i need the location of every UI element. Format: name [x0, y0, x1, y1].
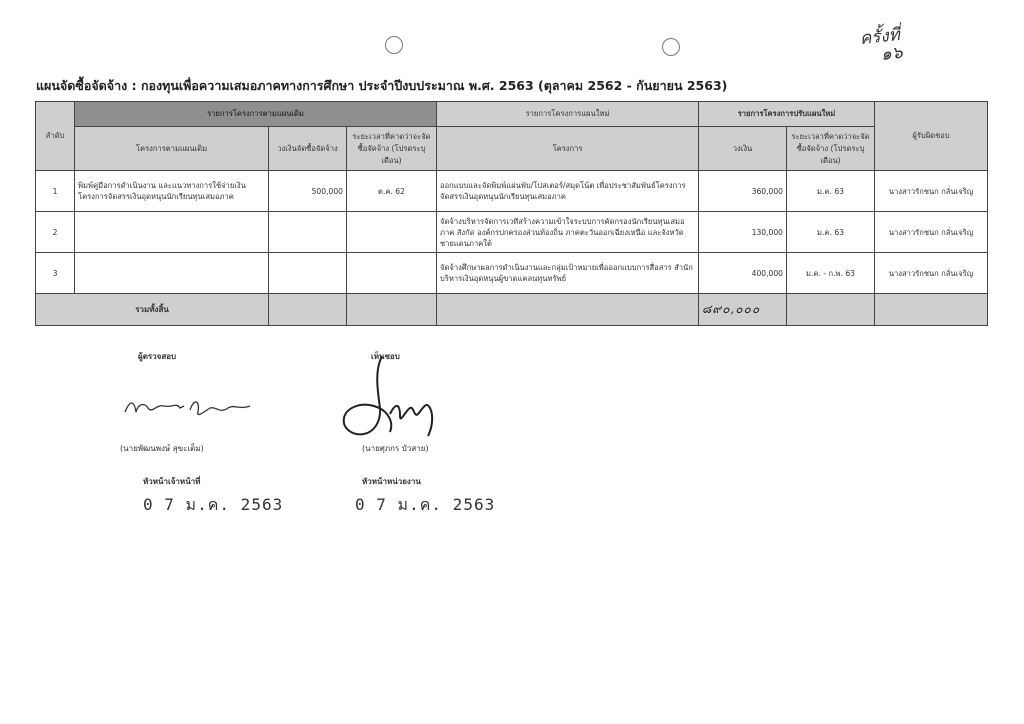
table-row [36, 212, 988, 253]
total-value-handwritten: ๘๙๐,๐๐๐ [699, 294, 787, 326]
old-project-cell: พิมพ์คู่มือการดำเนินงาน และแนวทางการใช้จ่ายเงิน โครงการจัดสรรเงินอุดหนุนนักเรียนทุนเสมอภาค [75, 171, 269, 212]
checker-name: (นายพัฒนพงษ์ สุขะเต็ม) [120, 444, 204, 453]
old-period-cell: ต.ค. 62 [347, 171, 437, 212]
checker-date-stamp: 0 7 ม.ค. 2563 [143, 495, 284, 514]
row-number: 1 [36, 171, 75, 212]
page-title: แผนจัดซื้อจัดจ้าง : กองทุนเพื่อความเสมอภาคทางการศึกษา ประจำปีงบประมาณ พ.ศ. 2563 (ตุลาคม 2562 - กันยายน 2563) [36, 78, 728, 93]
col-new-project-header: โครงการ [437, 127, 699, 171]
checker-title-block [138, 350, 176, 363]
handwritten-note-line2: ๑๖ [879, 42, 904, 65]
adjusted-budget-cell: 130,000 [699, 212, 787, 253]
total-empty-cell [875, 294, 988, 326]
old-period-cell [347, 253, 437, 294]
col-old-project-header: โครงการตามแผนเดิม [75, 127, 269, 171]
old-period-cell [347, 212, 437, 253]
responsible-cell: นางสาวรักชนก กลั่นเจริญ [875, 212, 988, 253]
punch-hole-right [662, 38, 680, 56]
total-empty-cell [437, 294, 699, 326]
proposer-signature [334, 352, 444, 444]
table-row [36, 253, 988, 294]
adjusted-budget-cell: 360,000 [699, 171, 787, 212]
old-project-cell [75, 212, 269, 253]
proposer-role: หัวหน้าหน่วยงาน [362, 477, 421, 486]
adjusted-period-cell: ม.ค. - ก.พ. 63 [787, 253, 875, 294]
new-project-cell: จัดจ้างบริหารจัดการเวทีสร้างความเข้าใจระบบการคัดกรองนักเรียนทุนเสมอภาค สังกัด องค์กรปกครองส่วนท้องถิ่น ภาคตะวันออกเฉียงเหนือ และจังหวัดชายแดนภาคใต้ [437, 212, 699, 253]
col-old-budget-header: วงเงินจัดซื้อจัดจ้าง [269, 127, 347, 171]
adjusted-period-cell: ม.ค. 63 [787, 212, 875, 253]
new-project-cell: จัดจ้างศึกษาผลการดำเนินงานและกลุ่มเป้าหมายเพื่อออกแบบการสื่อสาร สำนักบริหารเงินอุดหนุนผู้ขาดแคลนทุนทรัพย์ [437, 253, 699, 294]
handwritten-page-note [858, 26, 903, 66]
group-old-plan-header: รายการโครงการตามแผนเดิม [75, 102, 437, 127]
old-budget-cell [269, 253, 347, 294]
new-project-cell: ออกแบบและจัดพิมพ์แผ่นพับ/โปสเตอร์/สมุดโน้ต เพื่อประชาสัมพันธ์โครงการจัดสรรเงินอุดหนุนนักเรียนทุนเสมอภาค [437, 171, 699, 212]
total-empty-cell [269, 294, 347, 326]
proposer-date-stamp: 0 7 ม.ค. 2563 [355, 495, 496, 514]
col-responsible-header: ผู้รับผิดชอบ [875, 102, 988, 171]
row-number: 3 [36, 253, 75, 294]
col-adjusted-budget-header: วงเงิน [699, 127, 787, 171]
adjusted-budget-cell: 400,000 [699, 253, 787, 294]
old-budget-cell [269, 212, 347, 253]
adjusted-period-cell: ม.ค. 63 [787, 171, 875, 212]
checker-signature [120, 390, 260, 424]
total-label: รวมทั้งสิ้น [36, 294, 269, 326]
responsible-cell: นางสาวรักชนก กลั่นเจริญ [875, 171, 988, 212]
total-row [36, 294, 988, 326]
handwritten-note-line1: ครั้งที่ [858, 25, 901, 50]
checker-title: ผู้ตรวจสอบ [138, 352, 177, 361]
col-old-period-header: ระยะเวลาที่คาดว่าจะจัดซื้อจัดจ้าง (โปรดระบุเดือน) [347, 127, 437, 171]
group-adjusted-plan-header: รายการโครงการปรับแผนใหม่ [699, 102, 875, 127]
responsible-cell: นางสาวรักชนก กลั่นเจริญ [875, 253, 988, 294]
group-new-plan-header: รายการโครงการแผนใหม่ [437, 102, 699, 127]
table-row [36, 171, 988, 212]
total-empty-cell [347, 294, 437, 326]
total-empty-cell [787, 294, 875, 326]
col-adjusted-period-header: ระยะเวลาที่คาดว่าจะจัดซื้อจัดจ้าง (โปรดระบุเดือน) [787, 127, 875, 171]
row-number: 2 [36, 212, 75, 253]
old-budget-cell: 500,000 [269, 171, 347, 212]
checker-role: หัวหน้าเจ้าหน้าที่ [143, 477, 201, 486]
proposer-name: (นายศุภกร บัวสาย) [362, 444, 429, 453]
old-project-cell [75, 253, 269, 294]
col-order-header: ลำดับ [36, 102, 75, 171]
procurement-table [35, 101, 988, 326]
punch-hole-left [385, 36, 403, 54]
proposer-title: เห็นชอบ [371, 352, 400, 361]
